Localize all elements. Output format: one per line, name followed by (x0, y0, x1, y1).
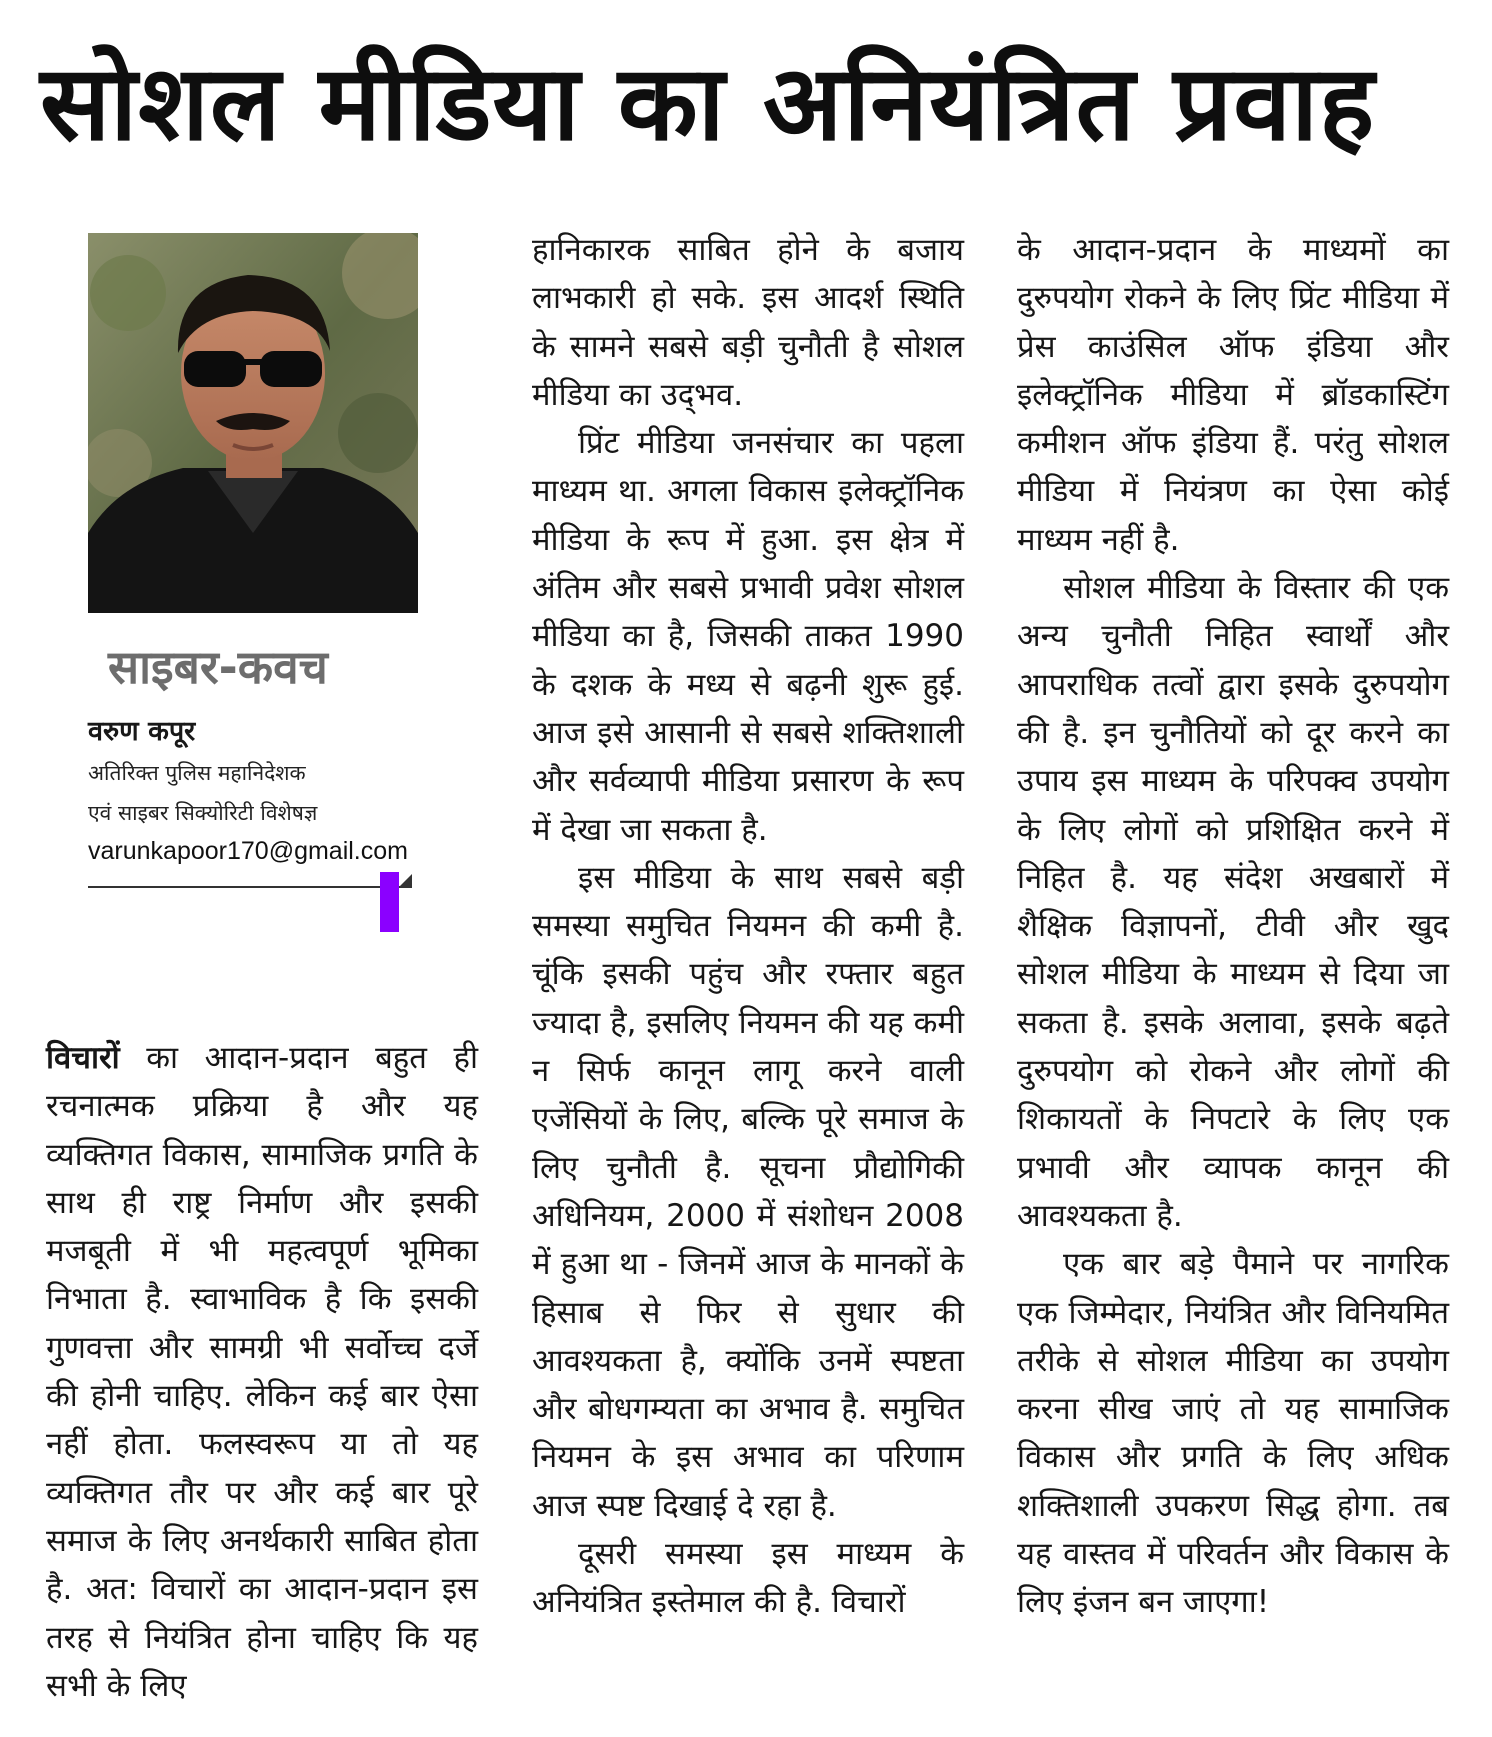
paragraph-1-text: का आदान-प्रदान बहुत ही रचनात्मक प्रक्रिया है और यह व्यक्तिगत विकास, सामाजिक प्रगति के साथ ही राष्ट्र निर्माण और इसकी मजबूती में भी महत्वपूर्ण भूमिका निभाता है. स्वाभाविक है कि इसकी गुणवत्ता और सामग्री भी सर्वोच्च दर्जे की होनी चाहिए. लेकिन कई बार ऐसा नहीं होता. फलस्वरूप या तो यह व्यक्तिगत तौर पर और कई बार पूरे समाज के लिए अनर्थकारी साबित होता है. अत: विचारों का आदान-प्रदान इस तरह से नियंत्रित होना चाहिए कि यह सभी के लिए (46, 1040, 478, 1704)
article-paragraph-1 (46, 1034, 478, 1710)
author-photo (88, 233, 418, 613)
article-paragraph-3: इस मीडिया के साथ सबसे बड़ी समस्या समुचित नियमन की कमी है. चूंकि इसकी पहुंच और रफ्तार बहुत ज्यादा है, इसलिए नियमन की यह कमी न सिर्फ कानून लागू करने वाली एजेंसियों के लिए, बल्कि पूरे समाज के लिए चुनौती है. सूचना प्रौद्योगिकी अधिनियम, 2000 में संशोधन 2008 में हुआ था - जिनमें आज के मानकों के हिसाब से फिर से सुधार की आवश्यकता है, क्योंकि उनमें स्पष्टता और बोधगम्यता का अभाव है. समुचित नियमन के इस अभाव का परिणाम आज स्पष्ट दिखाई दे रहा है. (532, 859, 964, 1524)
article-column-1 (46, 1034, 478, 1710)
article-column-2 (532, 226, 964, 1627)
author-role-line-2: एवं साइबर सिक्योरिटी विशेषज्ञ (88, 801, 318, 825)
article-column-3 (1017, 226, 1449, 1627)
article-paragraph-2: प्रिंट मीडिया जनसंचार का पहला माध्यम था. अगला विकास इलेक्ट्रॉनिक मीडिया के रूप में हुआ. इस क्षेत्र में अंतिम और सबसे प्रभावी प्रवेश सोशल मीडिया का है, जिसकी ताकत 1990 के दशक के मध्य से बढ़नी शुरू हुई. आज इसे आसानी से सबसे शक्तिशाली और सर्वव्यापी मीडिया प्रसारण के रूप में देखा जा सकता है. (532, 425, 964, 848)
article-paragraph-4-continued: के आदान-प्रदान के माध्यमों का दुरुपयोग रोकने के लिए प्रिंट मीडिया में प्रेस काउंसिल ऑफ इंडिया और इलेक्ट्रॉनिक मीडिया में ब्रॉडकास्टिंग कमीशन ऑफ इंडिया हैं. परंतु सोशल मीडिया में नियंत्रण का ऐसा कोई माध्यम नहीं है. (1017, 232, 1449, 558)
divider-corner-mark (398, 874, 412, 888)
article-paragraph-5: सोशल मीडिया के विस्तार की एक अन्य चुनौती निहित स्वार्थों और आपराधिक तत्वों द्वारा इसके दुरुपयोग की है. इन चुनौतियों को दूर करने का उपाय इस माध्यम के परिपक्व उपयोग के लिए लोगों को प्रशिक्षित करने में निहित है. यह संदेश अखबारों में शैक्षिक विज्ञापनों, टीवी और खुद सोशल मीडिया के माध्यम से दिया जा सकता है. इसके अलावा, इसके बढ़ते दुरुपयोग को रोकने और लोगों की शिकायतों के निपटारे के लिए एक प्रभावी और व्यापक कानून की आवश्यकता है. (1017, 570, 1449, 1234)
lead-word: विचारों (46, 1040, 120, 1076)
accent-bar (380, 872, 399, 932)
article-paragraph-6: एक बार बड़े पैमाने पर नागरिक एक जिम्मेदार, नियंत्रित और विनियमित तरीके से सोशल मीडिया का उपयोग करना सीख जाएं तो यह सामाजिक विकास और प्रगति के लिए अधिक शक्तिशाली उपकरण सिद्ध होगा. तब यह वास्तव में परिवर्तन और विकास के लिए इंजन बन जाएगा! (1017, 1246, 1449, 1621)
author-name: वरुण कपूर (88, 716, 196, 747)
byline-divider (88, 886, 404, 888)
headline: सोशल मीडिया का अनियंत्रित प्रवाह (40, 42, 1376, 164)
column-title: साइबर-कवच (108, 640, 328, 694)
article-paragraph-4: दूसरी समस्या इस माध्यम के अनियंत्रित इस्तेमाल की है. विचारों (532, 1536, 964, 1621)
article-paragraph-1-continued: हानिकारक साबित होने के बजाय लाभकारी हो सके. इस आदर्श स्थिति के सामने सबसे बड़ी चुनौती है सोशल मीडिया का उद्‌भव. (532, 232, 964, 413)
author-email: varunkapoor170@gmail.com (88, 837, 408, 865)
author-role-line-1: अतिरिक्त पुलिस महानिदेशक (88, 761, 306, 785)
